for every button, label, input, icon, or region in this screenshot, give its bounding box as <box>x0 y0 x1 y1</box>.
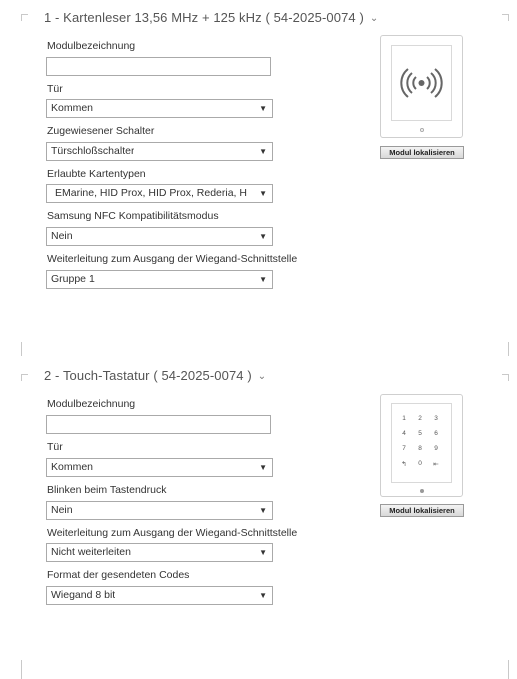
blink-label: Blinken beim Tastendruck <box>47 484 167 496</box>
switch-select-value: Türschloßschalter <box>51 145 135 157</box>
dropdown-arrow-icon: ▼ <box>259 147 267 156</box>
dropdown-arrow-icon: ▼ <box>259 548 267 557</box>
dropdown-arrow-icon: ▼ <box>259 275 267 284</box>
card-types-label: Erlaubte Kartentypen <box>47 168 146 180</box>
keypad-key: 4 <box>402 430 406 437</box>
nfc-select-value: Nein <box>51 230 73 242</box>
dropdown-arrow-icon: ▼ <box>259 232 267 241</box>
card-types-select[interactable] <box>46 184 273 203</box>
blink-select[interactable] <box>46 501 273 520</box>
dropdown-arrow-icon: ▼ <box>259 591 267 600</box>
wiegand-label: Weiterleitung zum Ausgang der Wiegand-Schnittstelle <box>47 253 298 265</box>
nfc-select[interactable] <box>46 227 273 246</box>
keypad-key: 8 <box>418 445 422 452</box>
keypad-key: 7 <box>402 445 406 452</box>
keypad-key: 5 <box>418 430 422 437</box>
keypad-key: ↰ <box>401 461 407 468</box>
module-name-input[interactable] <box>46 415 271 434</box>
format-select-value: Wiegand 8 bit <box>51 589 116 601</box>
keypad-key: 9 <box>434 445 438 452</box>
wiegand-select[interactable] <box>46 270 273 289</box>
status-led <box>420 128 424 132</box>
door-select-value: Kommen <box>51 102 94 114</box>
module-name-label: Modulbezeichnung <box>47 398 136 410</box>
status-led <box>420 489 424 493</box>
keypad-key: 0 <box>418 460 422 467</box>
locate-module-button[interactable]: Modul lokalisieren <box>380 504 464 517</box>
format-select[interactable] <box>46 586 273 605</box>
door-select-value: Kommen <box>51 461 94 473</box>
locate-module-button[interactable]: Modul lokalisieren <box>380 146 464 159</box>
frame-corner <box>502 14 509 21</box>
door-select[interactable] <box>46 458 273 477</box>
format-label: Format der gesendeten Codes <box>47 569 190 581</box>
dropdown-arrow-icon: ▼ <box>259 104 267 113</box>
card-reader-device-image <box>380 35 463 138</box>
nfc-label: Samsung NFC Kompatibilitätsmodus <box>47 210 219 222</box>
device-panel <box>391 45 452 121</box>
blink-select-value: Nein <box>51 504 73 516</box>
nfc-waves-icon <box>392 46 451 120</box>
module-title-text: 2 - Touch-Tastatur ( 54-2025-0074 ) <box>44 368 252 383</box>
keypad-key: 1 <box>402 415 406 422</box>
frame-corner <box>502 374 509 381</box>
module-name-input[interactable] <box>46 57 271 76</box>
frame-corner <box>21 14 28 21</box>
chevron-down-icon[interactable]: ⌄ <box>257 371 267 382</box>
card-types-select-value: EMarine, HID Prox, HID Prox, Rederia, H <box>55 187 247 199</box>
wiegand-label: Weiterleitung zum Ausgang der Wiegand-Schnittstelle <box>47 527 298 539</box>
wiegand-select-value: Nicht weiterleiten <box>51 546 131 558</box>
switch-label: Zugewiesener Schalter <box>47 125 155 137</box>
wiegand-select[interactable] <box>46 543 273 562</box>
dropdown-arrow-icon: ▼ <box>259 189 267 198</box>
frame-edge <box>508 342 509 356</box>
module-title-text: 1 - Kartenleser 13,56 MHz + 125 kHz ( 54-2025-0074 ) <box>44 10 364 25</box>
dropdown-arrow-icon: ▼ <box>259 506 267 515</box>
door-label: Tür <box>47 83 63 95</box>
frame-edge <box>508 660 509 679</box>
keypad-key: 6 <box>434 430 438 437</box>
module-title[interactable] <box>44 368 266 383</box>
chevron-down-icon[interactable]: ⌄ <box>369 13 379 24</box>
module-name-label: Modulbezeichnung <box>47 40 136 52</box>
device-panel <box>391 403 452 483</box>
frame-edge <box>21 342 22 356</box>
frame-corner <box>21 374 28 381</box>
frame-edge <box>21 660 22 679</box>
keypad-device-image <box>380 394 463 497</box>
keypad-key: ⇤ <box>433 461 439 468</box>
module-keypad-section <box>0 360 517 679</box>
keypad-key: 2 <box>418 415 422 422</box>
module-title[interactable] <box>44 10 378 25</box>
door-label: Tür <box>47 441 63 453</box>
keypad-key: 3 <box>434 415 438 422</box>
wiegand-select-value: Gruppe 1 <box>51 273 95 285</box>
door-select[interactable] <box>46 99 273 118</box>
dropdown-arrow-icon: ▼ <box>259 463 267 472</box>
switch-select[interactable] <box>46 142 273 161</box>
